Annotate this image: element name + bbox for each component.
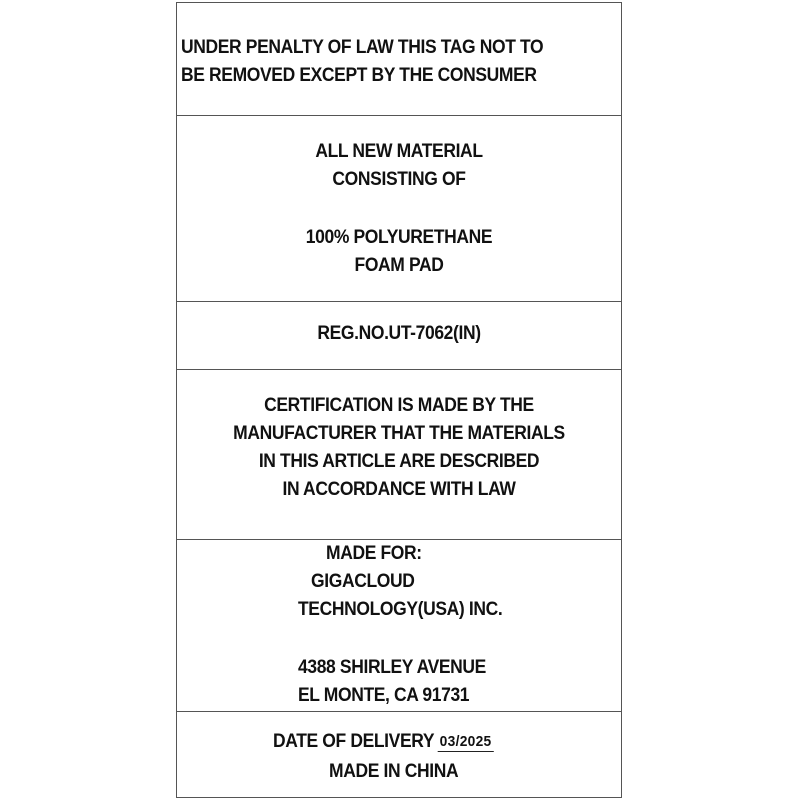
delivery-date-label: DATE OF DELIVERY	[273, 731, 435, 752]
certification-line-3: IN THIS ARTICLE ARE DESCRIBED	[258, 451, 540, 472]
material-line-1: ALL NEW MATERIAL	[315, 141, 483, 162]
certification-line-1: CERTIFICATION IS MADE BY THE	[264, 395, 534, 416]
company-name-line-1: GIGACLOUD	[311, 571, 415, 592]
certification-line-4: IN ACCORDANCE WITH LAW	[282, 479, 516, 500]
delivery-date-value: 03/2025	[439, 733, 492, 750]
warning-line-1: UNDER PENALTY OF LAW THIS TAG NOT TO	[181, 37, 544, 58]
made-for-section	[177, 539, 621, 712]
made-for-label: MADE FOR:	[326, 543, 422, 564]
material-line-2: CONSISTING OF	[332, 169, 466, 190]
material-section	[177, 115, 621, 302]
certification-section	[177, 369, 621, 540]
delivery-line	[273, 731, 493, 753]
registration-section	[177, 301, 621, 370]
warning-section	[177, 3, 621, 116]
delivery-section	[177, 711, 621, 799]
material-line-3: 100% POLYURETHANE	[305, 227, 493, 248]
address-line-1: 4388 SHIRLEY AVENUE	[298, 657, 486, 678]
certification-line-2: MANUFACTURER THAT THE MATERIALS	[233, 423, 565, 444]
address-line-2: EL MONTE, CA 91731	[298, 685, 470, 706]
warning-line-2: BE REMOVED EXCEPT BY THE CONSUMER	[181, 65, 537, 86]
company-name-line-2: TECHNOLOGY(USA) INC.	[298, 599, 503, 620]
material-line-4: FOAM PAD	[354, 255, 444, 276]
country-of-origin: MADE IN CHINA	[329, 761, 459, 782]
law-tag	[176, 2, 622, 798]
registration-number: REG.NO.UT-7062(IN)	[317, 323, 481, 344]
